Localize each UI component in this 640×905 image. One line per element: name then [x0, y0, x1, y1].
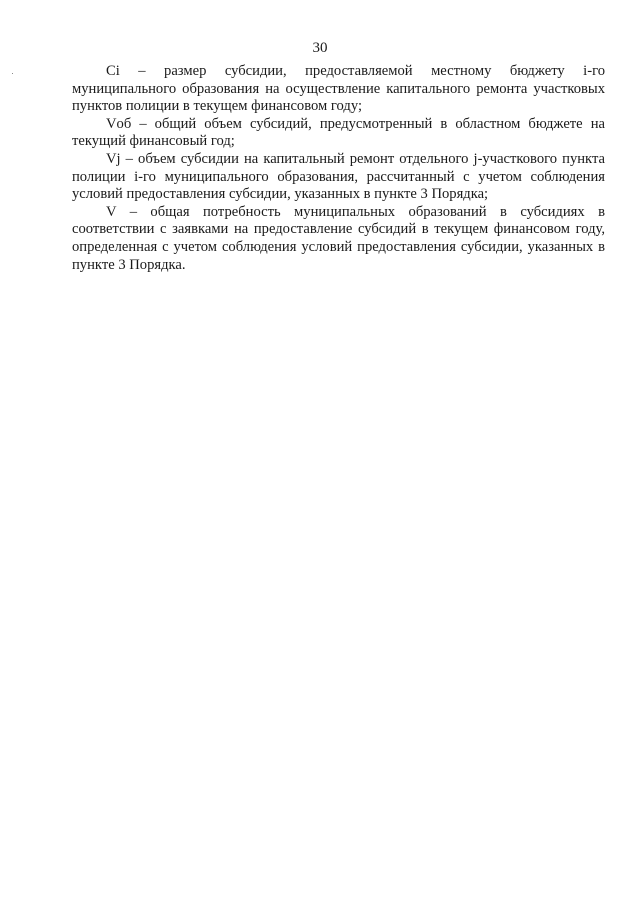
definition-vob: Vоб – общий объем субсидий, предусмотренный в областном бюджете на текущий финансовый год;: [72, 115, 605, 150]
scan-speck: [12, 73, 13, 74]
definition-ci: Ci – размер субсидии, предоставляемой местному бюджету i-го муниципального образования на осуществление капитального ремонта участковых пунктов полиции в текущем финансовом году;: [72, 63, 605, 115]
page-number: 30: [312, 40, 328, 56]
definition-vj: Vj – объем субсидии на капитальный ремонт отдельного j-участкового пункта полиции i-го муниципального образования, рассчитанный с учетом соблюдения условий предоставления субсидии, указанных в пункте 3 Порядка;: [72, 150, 605, 203]
document-body: [72, 63, 605, 274]
definition-v: V – общая потребность муниципальных образований в субсидиях в соответствии с заявками на предоставление субсидий в текущем финансовом году, определенная с учетом соблюдения условий предоставления субсидии, указанных в пункте 3 Порядка.: [72, 203, 605, 273]
